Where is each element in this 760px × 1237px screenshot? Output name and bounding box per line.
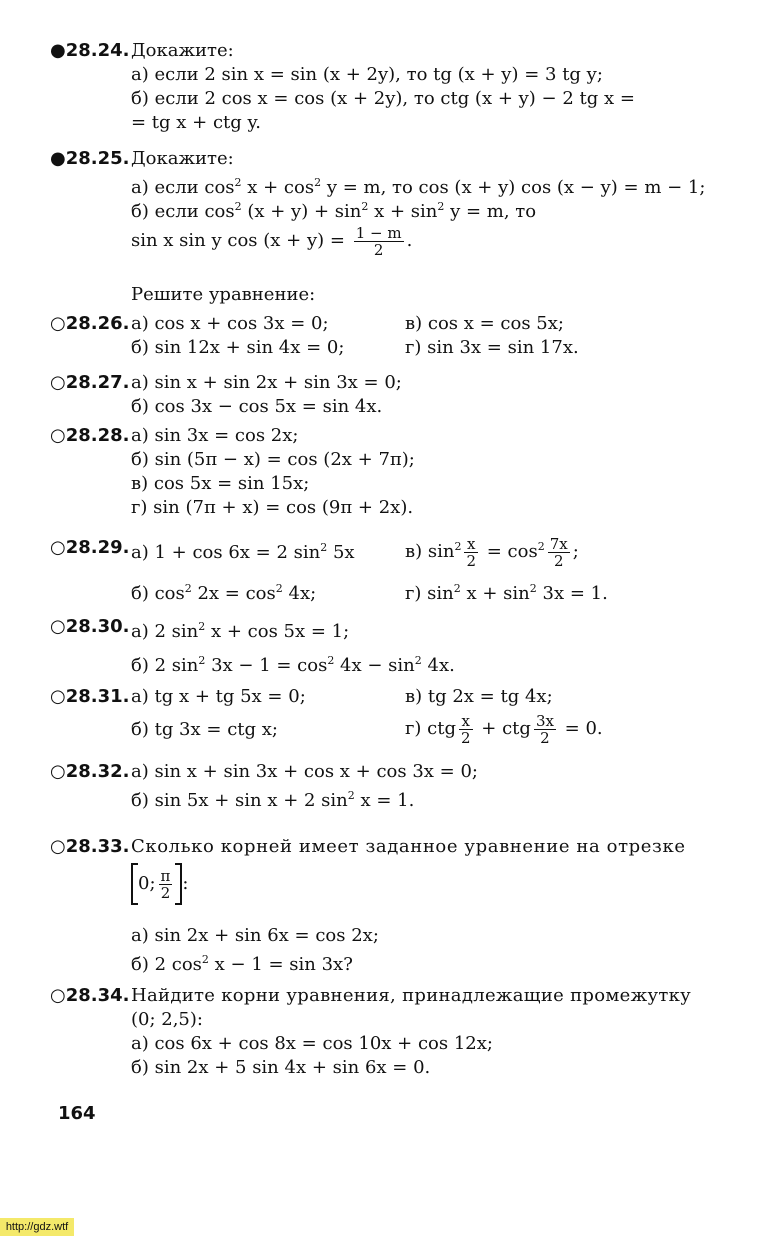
problem-part	[131, 650, 455, 677]
exponent: 2	[198, 620, 206, 633]
problem-part	[131, 172, 705, 199]
fraction	[548, 536, 570, 569]
text: ;	[572, 541, 579, 562]
problem-part: г) sin 3x = sin 17x.	[405, 337, 579, 358]
text: .	[406, 230, 413, 251]
text: y = m, то cos (x + y) cos (x − y) = m − 1;	[321, 177, 706, 198]
problem-number: ○28.32.	[50, 761, 130, 782]
numerator: 7x	[549, 534, 568, 553]
problem-part	[405, 578, 608, 605]
problem-part: в) tg 2x = tg 4x;	[405, 686, 553, 707]
problem-number: ○28.29.	[50, 537, 130, 558]
text: x + sin	[368, 201, 438, 222]
text: x + cos 5x = 1;	[205, 621, 350, 642]
problem-title: Докажите:	[131, 148, 234, 169]
exponent: 2	[314, 176, 322, 189]
exponent: 2	[198, 654, 206, 667]
problem-part	[131, 578, 316, 605]
problem-part	[131, 537, 355, 564]
problem-part	[405, 709, 603, 749]
exponent: 2	[537, 540, 545, 553]
problem-part: б) sin 12x + sin 4x = 0;	[131, 337, 345, 358]
problem-part: б) sin 2x + 5 sin 4x + sin 6x = 0.	[131, 1057, 431, 1078]
problem-part: а) cos 6x + cos 8x = cos 10x + cos 12x;	[131, 1033, 493, 1054]
problem-part	[131, 616, 349, 643]
text: а) если cos	[131, 177, 235, 198]
text: г) sin	[405, 583, 454, 604]
problem-part	[131, 196, 536, 223]
text: 4x.	[421, 655, 455, 676]
problem-number: ○28.34.	[50, 985, 130, 1006]
text: 0;	[138, 873, 156, 894]
problem-part: = tg x + ctg y.	[131, 112, 262, 133]
problem-part: а) cos x + cos 3x = 0;	[131, 313, 329, 334]
text: :	[182, 873, 189, 894]
problem-part	[131, 785, 414, 812]
exponent: 2	[320, 541, 328, 554]
text: = 0.	[558, 718, 603, 739]
exponent: 2	[327, 654, 335, 667]
text: б) cos	[131, 583, 185, 604]
problem-title: Найдите корни уравнения, принадлежащие промежутку	[131, 985, 692, 1006]
text: 2x = cos	[191, 583, 276, 604]
text: б) если cos	[131, 201, 235, 222]
problem-part: в) cos 5x = sin 15x;	[131, 473, 310, 494]
text: x − 1 = sin 3x?	[208, 954, 353, 975]
denominator: 2	[540, 728, 550, 747]
denominator: 2	[160, 883, 171, 902]
exponent: 2	[529, 582, 537, 595]
problem-part: в) cos x = cos 5x;	[405, 313, 564, 334]
text: = cos	[481, 541, 538, 562]
exponent: 2	[347, 789, 355, 802]
numerator: x	[464, 536, 478, 553]
page-number: 164	[58, 1103, 96, 1124]
problem-part	[131, 949, 353, 976]
problem-number: ○28.31.	[50, 686, 130, 707]
exponent: 2	[184, 582, 192, 595]
exponent: 2	[275, 582, 283, 595]
text: а) 1 + cos 6x = 2 sin	[131, 542, 321, 563]
problem-part: а) sin x + sin 2x + sin 3x = 0;	[131, 372, 402, 393]
problem-part: г) sin (7π + x) = cos (9π + 2x).	[131, 497, 414, 518]
problem-part: а) sin 2x + sin 6x = cos 2x;	[131, 925, 379, 946]
text: x + sin	[460, 583, 530, 604]
problem-part	[405, 527, 579, 572]
text: 4x;	[282, 583, 317, 604]
problem-number: ●28.25.	[50, 148, 130, 169]
denominator: 2	[461, 728, 471, 747]
fraction	[459, 713, 473, 746]
problem-part: а) sin 3x = cos 2x;	[131, 425, 299, 446]
text: б) 2 sin	[131, 655, 199, 676]
text: + ctg	[475, 718, 531, 739]
problem-part	[131, 222, 412, 260]
text: б) 2 cos	[131, 954, 202, 975]
numerator: 3x	[535, 711, 554, 730]
exponent: 2	[454, 540, 462, 553]
denominator: 2	[553, 551, 564, 570]
interval	[131, 862, 188, 906]
text: 5x	[327, 542, 355, 563]
text: y = m, то	[444, 201, 537, 222]
text: 4x − sin	[334, 655, 415, 676]
text: x = 1.	[354, 790, 415, 811]
watermark-link[interactable]: http://gdz.wtf	[0, 1218, 74, 1236]
text: в) sin	[405, 541, 455, 562]
numerator: x	[459, 713, 473, 730]
problem-part: а) sin x + sin 3x + cos x + cos 3x = 0;	[131, 761, 478, 782]
problem-number: ○28.33.	[50, 836, 130, 857]
left-bracket	[131, 863, 138, 905]
problem-number: ○28.26.	[50, 313, 130, 334]
fraction	[159, 868, 173, 901]
text: б) sin 5x + sin x + 2 sin	[131, 790, 348, 811]
problem-part: б) tg 3x = ctg x;	[131, 719, 278, 740]
problem-part: (0; 2,5):	[131, 1009, 203, 1030]
problem-number: ○28.27.	[50, 372, 130, 393]
problem-number: ○28.30.	[50, 616, 130, 637]
problem-number: ○28.28.	[50, 425, 130, 446]
problem-part: б) если 2 cos x = cos (x + 2y), то ctg (x + y) − 2 tg x =	[131, 88, 635, 109]
problem-part: б) sin (5π − x) = cos (2x + 7π);	[131, 449, 415, 470]
problem-number: ●28.24.	[50, 40, 130, 61]
text: (x + y) + sin	[241, 201, 362, 222]
text: г) ctg	[405, 718, 457, 739]
numerator: 1 − m	[355, 223, 402, 242]
problem-part: б) cos 3x − cos 5x = sin 4x.	[131, 396, 383, 417]
exponent: 2	[234, 176, 242, 189]
section-heading: Решите уравнение:	[131, 284, 316, 305]
exponent: 2	[453, 582, 461, 595]
problem-part: а) если 2 sin x = sin (x + 2y), то tg (x + y) = 3 tg y;	[131, 64, 603, 85]
exponent: 2	[361, 200, 369, 213]
exponent: 2	[437, 200, 445, 213]
denominator: 2	[373, 240, 384, 259]
numerator: π	[160, 866, 171, 885]
text: x + cos	[241, 177, 315, 198]
fraction	[534, 713, 556, 746]
text: а) 2 sin	[131, 621, 199, 642]
exponent: 2	[201, 953, 209, 966]
fraction	[464, 536, 478, 569]
fraction	[354, 225, 404, 258]
text: 3x = 1.	[536, 583, 608, 604]
denominator: 2	[466, 551, 477, 570]
exponent: 2	[234, 200, 242, 213]
problem-title: Докажите:	[131, 40, 234, 61]
problem-title: Сколько корней имеет заданное уравнение на отрезке	[131, 836, 686, 857]
problem-part: а) tg x + tg 5x = 0;	[131, 686, 306, 707]
text: 3x − 1 = cos	[205, 655, 328, 676]
text: sin x sin y cos (x + y) =	[131, 230, 351, 251]
exponent: 2	[414, 654, 422, 667]
